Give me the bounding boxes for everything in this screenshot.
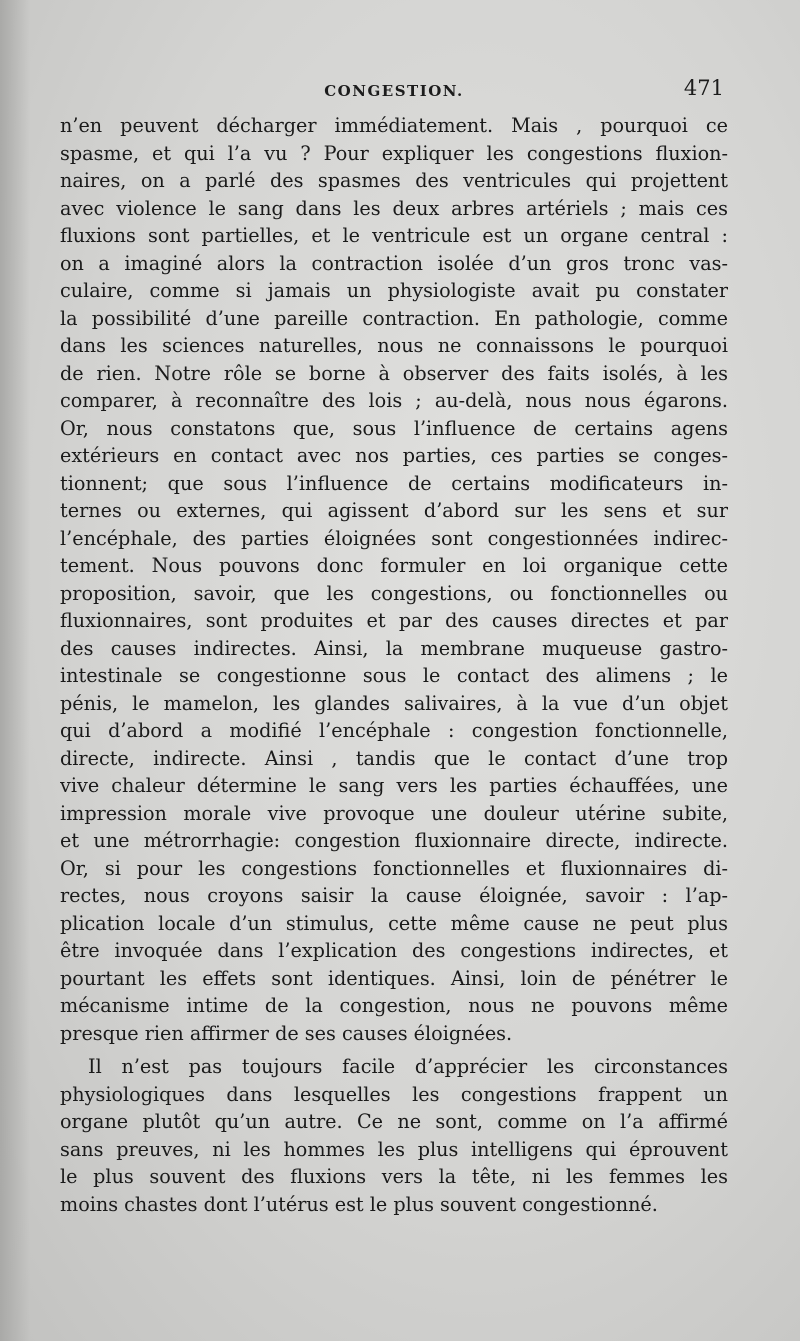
text-line: des causes indirectes. Ainsi, la membrane muqueuse gastro-	[60, 636, 728, 660]
page-header	[60, 76, 728, 106]
text-line: l’encéphale, des parties éloignées sont congestionnées indirec-	[60, 526, 728, 550]
text-line: pourtant les effets sont identiques. Ainsi, loin de pénétrer le	[60, 966, 728, 990]
text-line: comparer, à reconnaître des lois ; au-delà, nous nous égarons.	[60, 389, 728, 412]
text-line: sans preuves, ni les hommes les plus intelligens qui éprouvent	[60, 1137, 728, 1161]
text-line: de rien. Notre rôle se borne à observer des faits isolés, à les	[60, 361, 728, 385]
text-line: impression morale vive provoque une douleur utérine subite,	[60, 801, 728, 825]
text-line: organe plutôt qu’un autre. Ce ne sont, comme on l’a affirmé	[60, 1110, 728, 1133]
text-line: Il n’est pas toujours facile d’apprécier les circonstances	[88, 1055, 728, 1078]
body-text	[60, 112, 728, 1218]
gutter-shadow	[0, 0, 30, 1341]
text-line: n’en peuvent décharger immédiatement. Mais , pourquoi ce	[60, 114, 728, 137]
text-line: ternes ou externes, qui agissent d’abord sur les sens et sur	[60, 499, 728, 522]
text-line: pénis, le mamelon, les glandes salivaires, à la vue d’un objet	[60, 691, 728, 715]
text-line: fluxionnaires, sont produites et par des causes directes et par	[60, 609, 728, 632]
text-line: mécanisme intime de la congestion, nous ne pouvons même	[60, 994, 728, 1017]
text-line: et une métrorrhagie: congestion fluxionnaire directe, indirecte.	[60, 829, 728, 852]
running-head: CONGESTION.	[324, 82, 464, 100]
text-line: être invoquée dans l’explication des congestions indirectes, et	[60, 939, 728, 962]
text-line: rectes, nous croyons saisir la cause éloignée, savoir : l’ap-	[60, 884, 728, 907]
text-line: tionnent; que sous l’influence de certains modificateurs in-	[60, 471, 728, 495]
text-line: proposition, savoir, que les congestions, ou fonctionnelles ou	[60, 581, 728, 605]
paragraph	[60, 1053, 728, 1218]
text-line: naires, on a parlé des spasmes des ventricules qui projettent	[60, 169, 728, 192]
text-line: moins chastes dont l’utérus est le plus souvent congestionné.	[60, 1192, 658, 1216]
paragraph	[60, 112, 728, 1047]
text-line: qui d’abord a modifié l’encéphale : congestion fonctionnelle,	[60, 719, 728, 742]
text-line: presque rien affirmer de ses causes éloignées.	[60, 1021, 513, 1045]
text-line: Or, si pour les congestions fonctionnelles et fluxionnaires di-	[60, 856, 728, 880]
text-line: tement. Nous pouvons donc formuler en loi organique cette	[60, 554, 728, 577]
text-line: dans les sciences naturelles, nous ne connaissons le pourquoi	[60, 334, 728, 357]
text-line: le plus souvent des fluxions vers la tête, ni les femmes les	[60, 1165, 728, 1188]
text-line: fluxions sont partielles, et le ventricule est un organe central :	[60, 224, 728, 247]
text-line: directe, indirecte. Ainsi , tandis que le contact d’une trop	[60, 746, 728, 770]
text-line: intestinale se congestionne sous le contact des alimens ; le	[60, 664, 728, 687]
text-line: plication locale d’un stimulus, cette même cause ne peut plus	[60, 911, 728, 935]
text-line: physiologiques dans lesquelles les congestions frappent un	[60, 1082, 728, 1106]
text-line: Or, nous constatons que, sous l’influence de certains agens	[60, 416, 728, 440]
text-line: spasme, et qui l’a vu ? Pour expliquer les congestions fluxion-	[60, 141, 728, 165]
page-number: 471	[683, 76, 724, 100]
text-line: on a imaginé alors la contraction isolée d’un gros tronc vas-	[60, 251, 728, 275]
text-line: avec violence le sang dans les deux arbres artériels ; mais ces	[60, 196, 728, 220]
text-line: extérieurs en contact avec nos parties, ces parties se conges-	[60, 444, 728, 467]
text-line: vive chaleur détermine le sang vers les parties échauffées, une	[60, 774, 728, 797]
text-line: la possibilité d’une pareille contraction. En pathologie, comme	[60, 306, 728, 330]
text-line: culaire, comme si jamais un physiologiste avait pu constater	[60, 279, 728, 302]
